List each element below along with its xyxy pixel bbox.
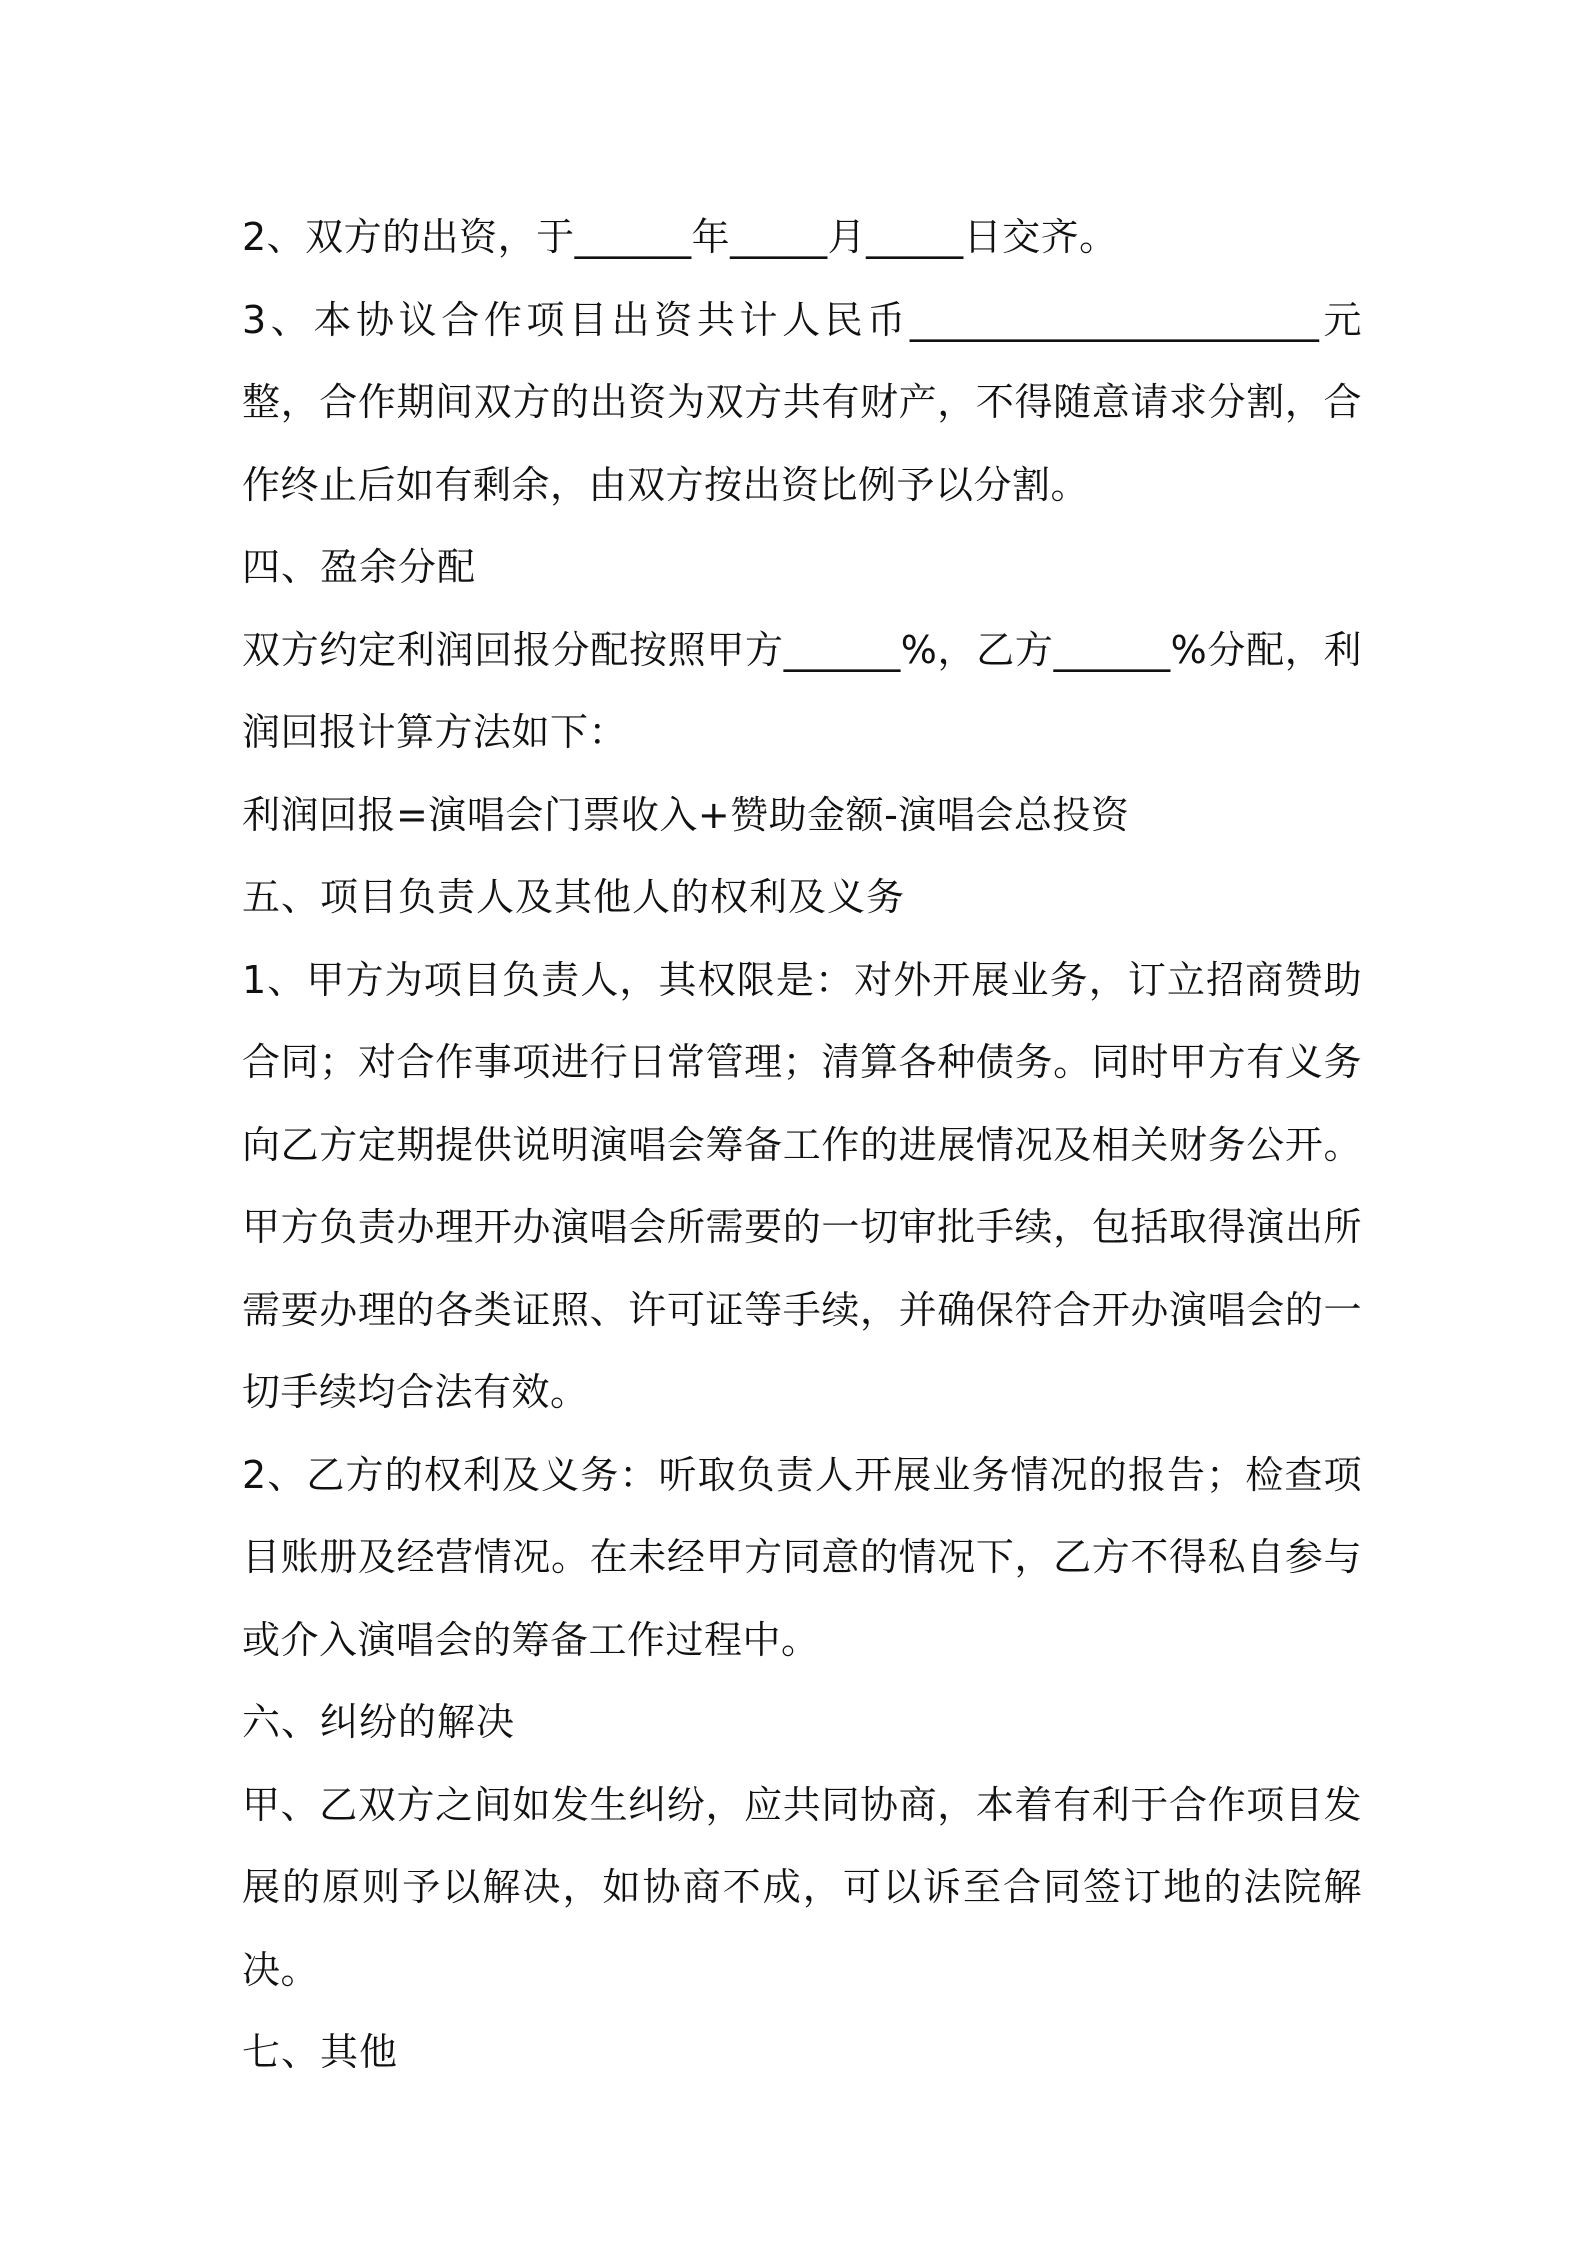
document-body [242,196,1362,2094]
section-heading-dispute-resolution: 六、纠纷的解决 [242,1700,516,1744]
profit-ratio-clause: 双方约定利润回报分配按照甲方______%，乙方______%分配，利润回报计算方法如下： [242,627,1362,754]
dispute-resolution-clause: 甲、乙双方之间如发生纠纷，应共同协商，本着有利于合作项目发展的原则予以解决，如协商不成，可以诉至合同签订地的法院解决。 [242,1782,1362,1992]
contribution-deadline-clause: 2、双方的出资，于______年_____月_____日交齐。 [242,215,1118,259]
section-heading-other: 七、其他 [242,2030,399,2074]
party-b-rights-clause: 2、乙方的权利及义务：听取负责人开展业务情况的报告；检查项目账册及经营情况。在未经甲方同意的情况下，乙方不得私自参与或介入演唱会的筹备工作过程中。 [242,1452,1362,1662]
section-heading-profit-distribution: 四、盈余分配 [242,545,477,589]
section-heading-rights-obligations: 五、项目负责人及其他人的权利及义务 [242,875,906,919]
party-a-rights-clause: 1、甲方为项目负责人，其权限是：对外开展业务，订立招商赞助合同；对合作事项进行日常管理；清算各种债务。同时甲方有义务向乙方定期提供说明演唱会筹备工作的进展情况及相关财务公开。甲方负责办理开办演唱会所需要的一切审批手续，包括取得演出所需要办理的各类证照、许可证等手续，并确保符合开办演唱会的一切手续均合法有效。 [242,957,1362,1414]
total-investment-clause: 3、本协议合作项目出资共计人民币_____________________元整，合作期间双方的出资为双方共有财产，不得随意请求分割，合作终止后如有剩余，由双方按出资比例予以分割。 [242,297,1362,507]
profit-formula: 利润回报=演唱会门票收入+赞助金额-演唱会总投资 [242,792,1130,837]
